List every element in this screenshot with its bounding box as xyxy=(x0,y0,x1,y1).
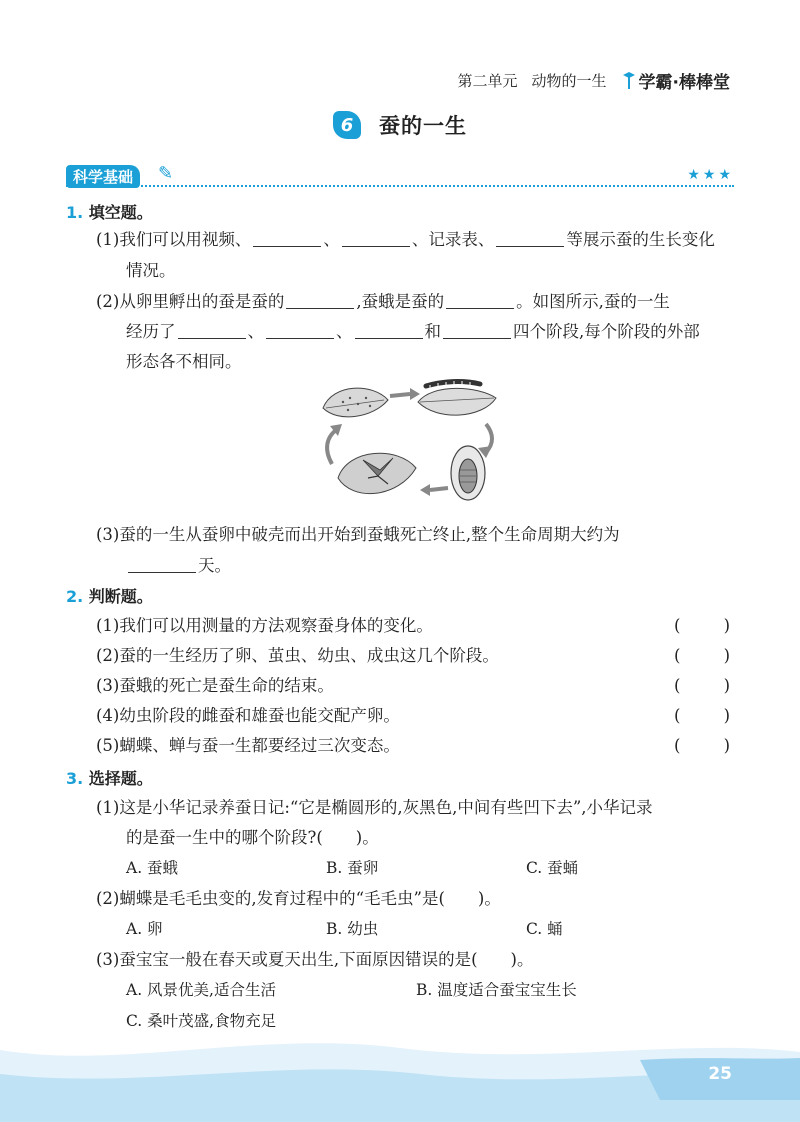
answer-parentheses[interactable] xyxy=(674,671,730,701)
paren-close: ) xyxy=(723,706,730,725)
choice-option[interactable]: A. 风景优美,适合生活 xyxy=(126,981,276,999)
choice-option[interactable]: B. 温度适合蚕宝宝生长 xyxy=(416,981,577,999)
paren-open: ( xyxy=(674,676,681,695)
difficulty-stars-icon: ★★★ xyxy=(687,167,734,183)
lesson-number-badge: 6 xyxy=(333,111,361,139)
section-divider xyxy=(66,185,734,187)
answer-parentheses[interactable] xyxy=(674,611,730,641)
q1-item-2 xyxy=(96,287,670,317)
paren-close: ) xyxy=(723,616,730,635)
question-title: 选择题。 xyxy=(88,769,153,788)
q1-item-1-cont: 情况。 xyxy=(126,261,176,280)
brand-logo xyxy=(621,68,730,93)
q1-item-3: (3)蚕的一生从蚕卵中破壳而出开始到蚕蛾死亡终止,整个生命周期大约为 xyxy=(96,525,620,544)
q1-text: 、 xyxy=(336,322,353,341)
answer-parentheses[interactable] xyxy=(674,731,730,761)
judge-item: (2)蚕的一生经历了卵、茧虫、幼虫、成虫这几个阶段。 xyxy=(96,646,499,665)
q1-text: 、记录表、 xyxy=(411,230,495,249)
pencil-icon: ✎ xyxy=(158,163,174,184)
paren-close: ) xyxy=(723,676,730,695)
page-number: 25 xyxy=(708,1064,732,1084)
choice-question-3: (3)蚕宝宝一般在春天或夏天出生,下面原因错误的是( )。 xyxy=(96,950,534,969)
q1-item-2-cont xyxy=(126,317,700,347)
cycle-arrow-icon xyxy=(327,430,336,464)
q1-text: 经历了 xyxy=(126,322,176,341)
q1-text: 四个阶段,每个阶段的外部 xyxy=(513,322,700,341)
judge-item: (5)蝴蝶、蝉与蚕一生都要经过三次变态。 xyxy=(96,736,400,755)
q1-text: 、 xyxy=(247,322,264,341)
footer-wave-decoration xyxy=(0,1030,800,1122)
answer-blank[interactable] xyxy=(443,320,511,339)
q1-text: 和 xyxy=(424,322,441,341)
choice-option[interactable]: B. 幼虫 xyxy=(326,920,379,938)
leaf-with-eggs-icon xyxy=(323,388,388,417)
moth-on-leaf-icon xyxy=(338,453,416,493)
q1-text: (1)我们可以用视频、 xyxy=(96,230,252,249)
q1-text: 天。 xyxy=(198,556,231,575)
silkworm-lifecycle-illustration xyxy=(318,378,498,506)
cycle-arrow-head-icon xyxy=(420,484,430,496)
question-number: 1. xyxy=(66,203,84,222)
q1-item-3-cont xyxy=(126,551,231,581)
answer-blank[interactable] xyxy=(266,320,334,339)
cycle-arrow-head-icon xyxy=(410,388,420,400)
q1-item-2-cont2: 形态各不相同。 xyxy=(126,352,242,371)
lesson-title-block xyxy=(0,110,800,140)
answer-blank[interactable] xyxy=(253,228,321,247)
question-number: 2. xyxy=(66,587,84,606)
choice-option[interactable]: A. 蚕蛾 xyxy=(126,859,179,877)
q1-text: 、 xyxy=(323,230,340,249)
paren-close: ) xyxy=(723,736,730,755)
cocoon-pupa-icon xyxy=(451,446,485,500)
question-2-heading xyxy=(66,584,153,607)
question-title: 判断题。 xyxy=(88,587,153,606)
q1-text: (2)从卵里孵出的蚕是蚕的 xyxy=(96,292,285,311)
choice-question-1-cont: 的是蚕一生中的哪个阶段?( )。 xyxy=(126,828,379,847)
paren-open: ( xyxy=(674,646,681,665)
q1-text: 等展示蚕的生长变化 xyxy=(566,230,715,249)
choice-option[interactable]: A. 卵 xyxy=(126,920,163,938)
q1-text: 。如图所示,蚕的一生 xyxy=(516,292,670,311)
answer-blank[interactable] xyxy=(178,320,246,339)
judge-item: (4)幼虫阶段的雌蚕和雄蚕也能交配产卵。 xyxy=(96,706,400,725)
page-header xyxy=(458,68,731,93)
answer-blank[interactable] xyxy=(446,290,514,309)
judge-item: (3)蚕蛾的死亡是蚕生命的结束。 xyxy=(96,676,334,695)
answer-parentheses[interactable] xyxy=(674,701,730,731)
question-number: 3. xyxy=(66,769,84,788)
lesson-title: 蚕的一生 xyxy=(379,114,467,138)
cycle-arrow-icon xyxy=(390,394,410,396)
choice-question-2: (2)蝴蝶是毛毛虫变的,发育过程中的“毛毛虫”是( )。 xyxy=(96,889,501,908)
answer-blank[interactable] xyxy=(286,290,354,309)
answer-parentheses[interactable] xyxy=(674,641,730,671)
cycle-arrow-icon xyxy=(430,488,448,490)
q1-text: ,蚕蛾是蚕的 xyxy=(356,292,445,311)
answer-blank[interactable] xyxy=(496,228,564,247)
unit-label: 第二单元 xyxy=(457,72,518,90)
paren-open: ( xyxy=(674,616,681,635)
choice-option[interactable]: C. 蚕蛹 xyxy=(526,859,579,877)
section-label: 科学基础 xyxy=(66,165,140,188)
answer-blank[interactable] xyxy=(355,320,423,339)
choice-option[interactable]: B. 蚕卵 xyxy=(326,859,379,877)
question-1-heading xyxy=(66,200,153,223)
section-header xyxy=(66,165,734,187)
judge-item: (1)我们可以用测量的方法观察蚕身体的变化。 xyxy=(96,616,433,635)
brand-name: 学霸·棒棒堂 xyxy=(638,73,730,93)
choice-option[interactable]: C. 蛹 xyxy=(526,920,563,938)
choice-question-1: (1)这是小华记录养蚕日记:“它是椭圆形的,灰黑色,中间有些凹下去”,小华记录 xyxy=(96,798,653,817)
question-3-heading xyxy=(66,766,153,789)
larva-on-leaf-icon xyxy=(418,381,496,415)
paren-close: ) xyxy=(723,646,730,665)
graduation-cap-icon xyxy=(621,71,637,91)
answer-blank[interactable] xyxy=(128,554,196,573)
paren-open: ( xyxy=(674,736,681,755)
paren-open: ( xyxy=(674,706,681,725)
unit-title: 动物的一生 xyxy=(531,72,607,90)
choice-option[interactable]: C. 桑叶茂盛,食物充足 xyxy=(126,1012,277,1030)
answer-blank[interactable] xyxy=(342,228,410,247)
q1-item-1 xyxy=(96,225,715,255)
question-title: 填空题。 xyxy=(88,203,153,222)
